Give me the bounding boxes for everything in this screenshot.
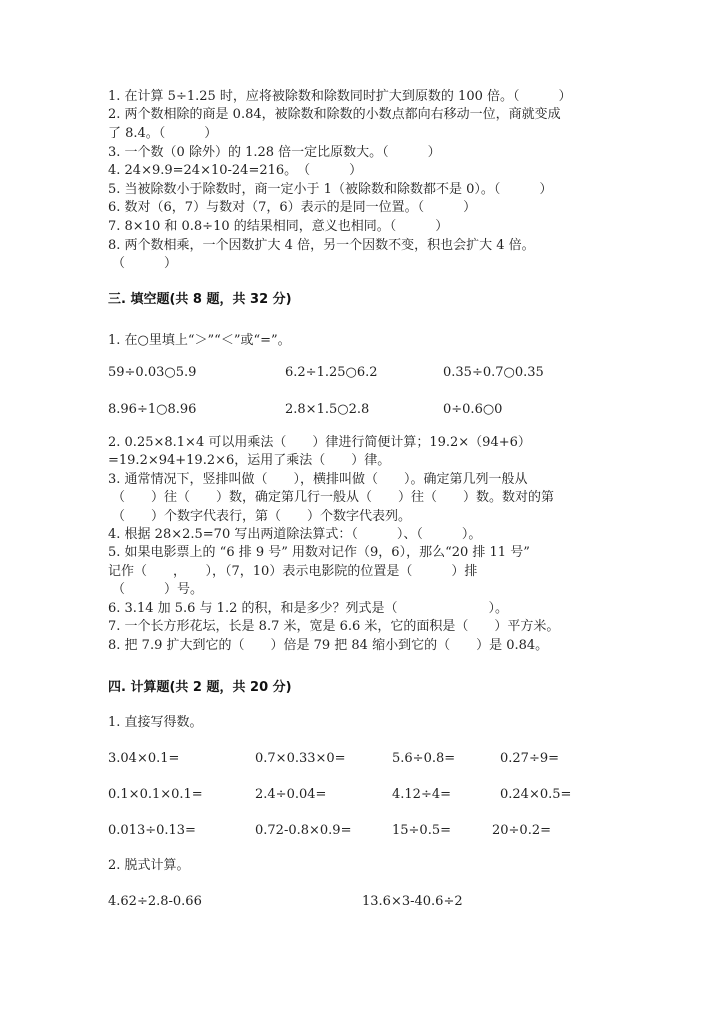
judgment-q7: 7. 8×10 和 0.8÷10 的结果相同，意义也相同。（ ） [108,219,449,234]
judgment-q2: 2. 两个数相除的商是 0.84，被除数和除数的小数点都向右移动一位，商就变成 [108,107,561,122]
compare-item: 0÷0.6○0 [443,402,503,417]
stepwise-item: 13.6×3-40.6÷2 [362,894,463,909]
oral-item: 0.013÷0.13= [108,823,196,838]
fill-line: 记作（ ， ），（7，10）表示电影院的位置是（ ）排 [108,564,478,579]
oral-item: 5.6÷0.8= [392,751,456,766]
section-title: 四. 计算题(共 2 题，共 20 分) [108,680,292,695]
compare-item: 8.96÷1○8.96 [108,402,197,417]
compare-item: 6.2÷1.25○6.2 [285,365,378,380]
oral-item: 0.24×0.5= [500,787,572,802]
judgment-q1: 1. 在计算 5÷1.25 时，应将被除数和除数同时扩大到原数的 100 倍。（ ） [108,89,572,104]
fill-line: 7. 一个长方形花坛，长是 8.7 米，宽是 6.6 米，它的面积是（ ）平方米。 [108,619,560,634]
judgment-q2-cont: 了 8.4。（ ） [108,126,218,141]
fill-line: =19.2×94+19.2×6，运用了乘法（ ）律。 [108,453,391,468]
fill-line: 2. 0.25×8.1×4 可以用乘法（ ）律进行简便计算；19.2×（94+6） [108,435,531,450]
question-compare: 1. 在○里填上“＞”“＜”或“=”。 [108,333,291,348]
stepwise-item: 4.62÷2.8-0.66 [108,894,202,909]
question-oral: 1. 直接写得数。 [108,715,203,730]
judgment-q4: 4. 24×9.9=24×10-24=216。 （ ） [108,163,363,178]
oral-item: 2.4÷0.04= [255,787,327,802]
fill-line: 3. 通常情况下，竖排叫做（ ），横排叫做（ ）。确定第几列一般从 [108,472,528,487]
oral-item: 15÷0.5= [392,823,452,838]
oral-item: 0.1×0.1×0.1= [108,787,203,802]
fill-line: （ ）个数字代表行，第（ ）个数字代表列。 [112,509,412,524]
fill-line: 6. 3.14 加 5.6 与 1.2 的积，和是多少？列式是（ ）。 [108,601,508,616]
judgment-q3: 3. 一个数（0 除外）的 1.28 倍一定比原数大。（ ） [108,145,441,160]
judgment-q8-cont: （ ） [112,256,178,271]
judgment-q5: 5. 当被除数小于除数时，商一定小于 1（被除数和除数都不是 0）。（ ） [108,182,553,197]
oral-item: 3.04×0.1= [108,751,180,766]
fill-line: （ ）号。 [112,582,204,597]
oral-item: 0.27÷9= [500,751,560,766]
compare-item: 2.8×1.5○2.8 [285,402,370,417]
judgment-q8: 8. 两个数相乘，一个因数扩大 4 倍，另一个因数不变，积也会扩大 4 倍。 [108,238,535,253]
fill-line: 5. 如果电影票上的 “6 排 9 号” 用数对记作（9，6），那么“20 排 11 号” [108,545,530,560]
section-title: 三. 填空题(共 8 题，共 32 分) [108,292,292,307]
fill-line: 8. 把 7.9 扩大到它的（ ）倍是 79 把 84 缩小到它的（ ）是 0.84。 [108,638,549,653]
oral-item: 0.7×0.33×0= [255,751,346,766]
compare-item: 0.35÷0.7○0.35 [443,365,544,380]
fill-line: 4. 根据 28×2.5=70 写出两道除法算式：（ ）、（ ）。 [108,527,482,542]
fill-line: （ ）往（ ）数，确定第几行一般从（ ）往（ ）数。数对的第 [112,490,555,505]
oral-item: 4.12÷4= [392,787,452,802]
compare-item: 59÷0.03○5.9 [108,365,197,380]
oral-item: 0.72-0.8×0.9= [255,823,352,838]
judgment-q6: 6. 数对（6，7）与数对（7，6）表示的是同一位置。（ ） [108,200,477,215]
oral-item: 20÷0.2= [492,823,552,838]
question-stepwise: 2. 脱式计算。 [108,858,190,873]
